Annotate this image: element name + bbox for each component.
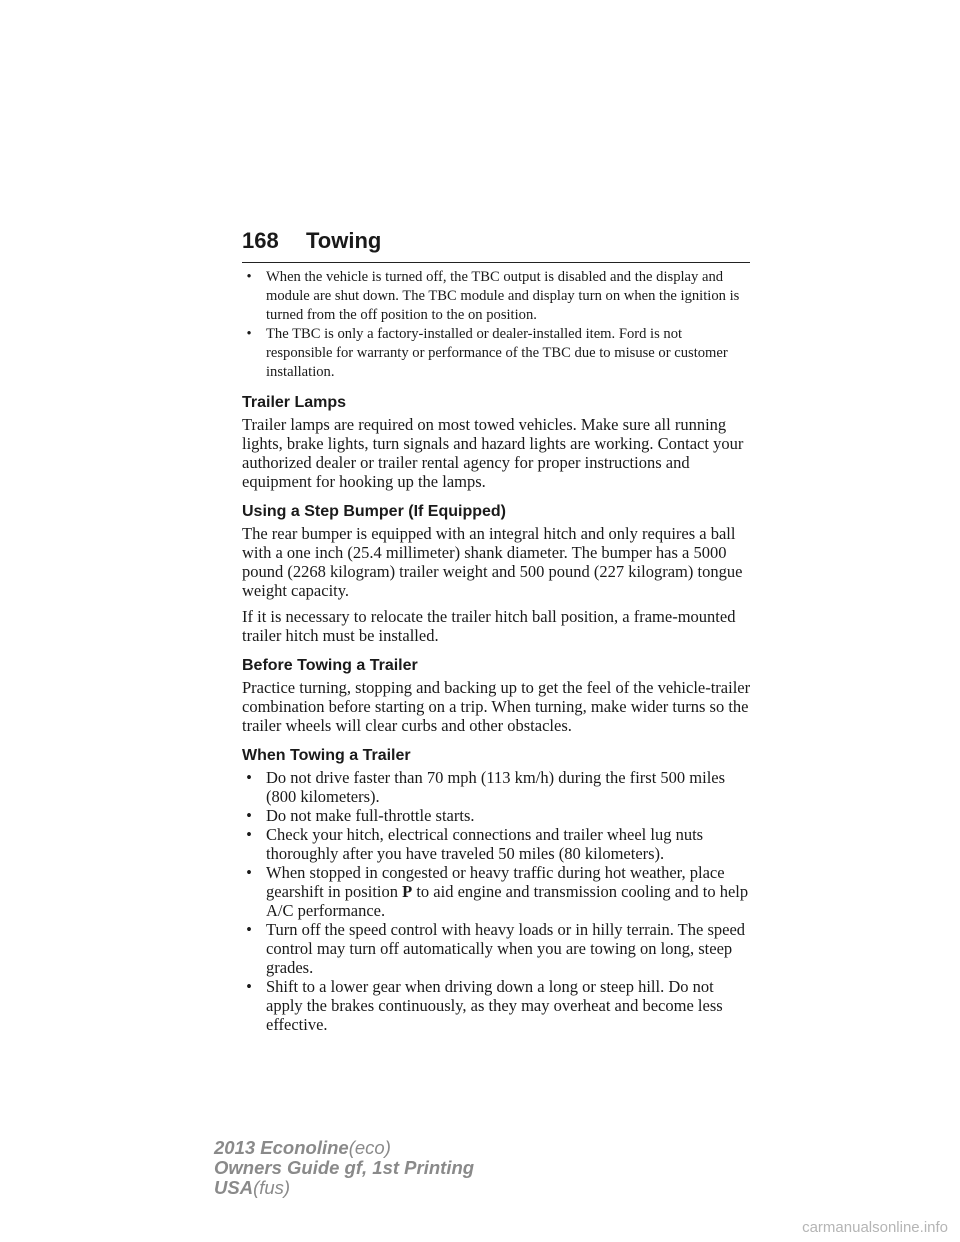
before-towing-text: Practice turning, stopping and backing up to get the feel of the vehicle-trailer combination before starting on a trip. When turning, make wider turns so the trailer wheels will clear curbs and other obstacles.: [242, 678, 751, 735]
bullet-icon: •: [246, 825, 252, 844]
footer-line-guide: Owners Guide gf, 1st Printing: [214, 1157, 475, 1178]
page-header: [242, 228, 750, 263]
bullet-icon: •: [246, 326, 252, 342]
list-item: • Shift to a lower gear when driving down a long or steep hill. Do not apply the brakes continuously, as they may overheat and become less effective.: [242, 977, 752, 1034]
when-towing-heading: When Towing a Trailer: [242, 747, 411, 764]
list-item: • The TBC is only a factory-installed or dealer-installed item. Ford is not responsible for warranty or performance of the TBC due to misuse or customer installation.: [242, 325, 752, 382]
page-content: [242, 268, 752, 1034]
list-item: • Check your hitch, electrical connections and trailer wheel lug nuts thoroughly after you have traveled 50 miles (80 kilometers).: [242, 825, 752, 863]
bullet-icon: •: [246, 269, 252, 285]
trailer-lamps-heading: Trailer Lamps: [242, 394, 347, 411]
list-item: • Do not make full-throttle starts.: [242, 806, 752, 825]
when-towing-bullet-list: [242, 768, 752, 1034]
page-number: 168: [242, 228, 279, 253]
footer-line-model: 2013 Econoline(eco): [214, 1137, 391, 1158]
page-footer: [214, 1138, 474, 1198]
before-towing-heading: Before Towing a Trailer: [242, 657, 418, 674]
trailer-lamps-text: Trailer lamps are required on most towed vehicles. Make sure all running lights, brake lights, turn signals and hazard lights are working. Contact your authorized dealer or trailer rental agency for proper instructions and equipment for hooking up the lamps.: [242, 415, 744, 491]
watermark: carmanualsonline.info: [802, 1219, 948, 1236]
intro-bullet-list: [242, 268, 752, 382]
bullet-icon: •: [246, 768, 252, 787]
bullet-icon: •: [246, 977, 252, 996]
list-item: • When stopped in congested or heavy traffic during hot weather, place gearshift in position P to aid engine and transmission cooling and to help A/C performance.: [242, 863, 752, 920]
step-bumper-paragraph: The rear bumper is equipped with an integral hitch and only requires a ball with a one inch (25.4 millimeter) shank diameter. The bumper has a 5000 pound (2268 kilogram) trailer weight and 500 pound (227 kilogram) tongue weight capacity.: [242, 524, 743, 600]
list-item: • Turn off the speed control with heavy loads or in hilly terrain. The speed control may turn off automatically when you are towing on long, steep grades.: [242, 920, 752, 977]
bullet-icon: •: [246, 863, 252, 882]
bullet-icon: •: [246, 920, 252, 939]
footer-line-market: USA(fus): [214, 1177, 291, 1198]
bullet-icon: •: [246, 806, 252, 825]
gear-position-p: P: [402, 882, 413, 901]
list-item: • Do not drive faster than 70 mph (113 km/h) during the first 500 miles (800 kilometers).: [242, 768, 752, 806]
section-title: Towing: [306, 228, 382, 253]
list-item: • When the vehicle is turned off, the TBC output is disabled and the display and module are shut down. The TBC module and display turn on when the ignition is turned from the off position to the on position.: [242, 268, 752, 325]
step-bumper-heading: Using a Step Bumper (If Equipped): [242, 503, 507, 520]
step-bumper-paragraph: If it is necessary to relocate the trailer hitch ball position, a frame-mounted trailer hitch must be installed.: [242, 607, 736, 645]
